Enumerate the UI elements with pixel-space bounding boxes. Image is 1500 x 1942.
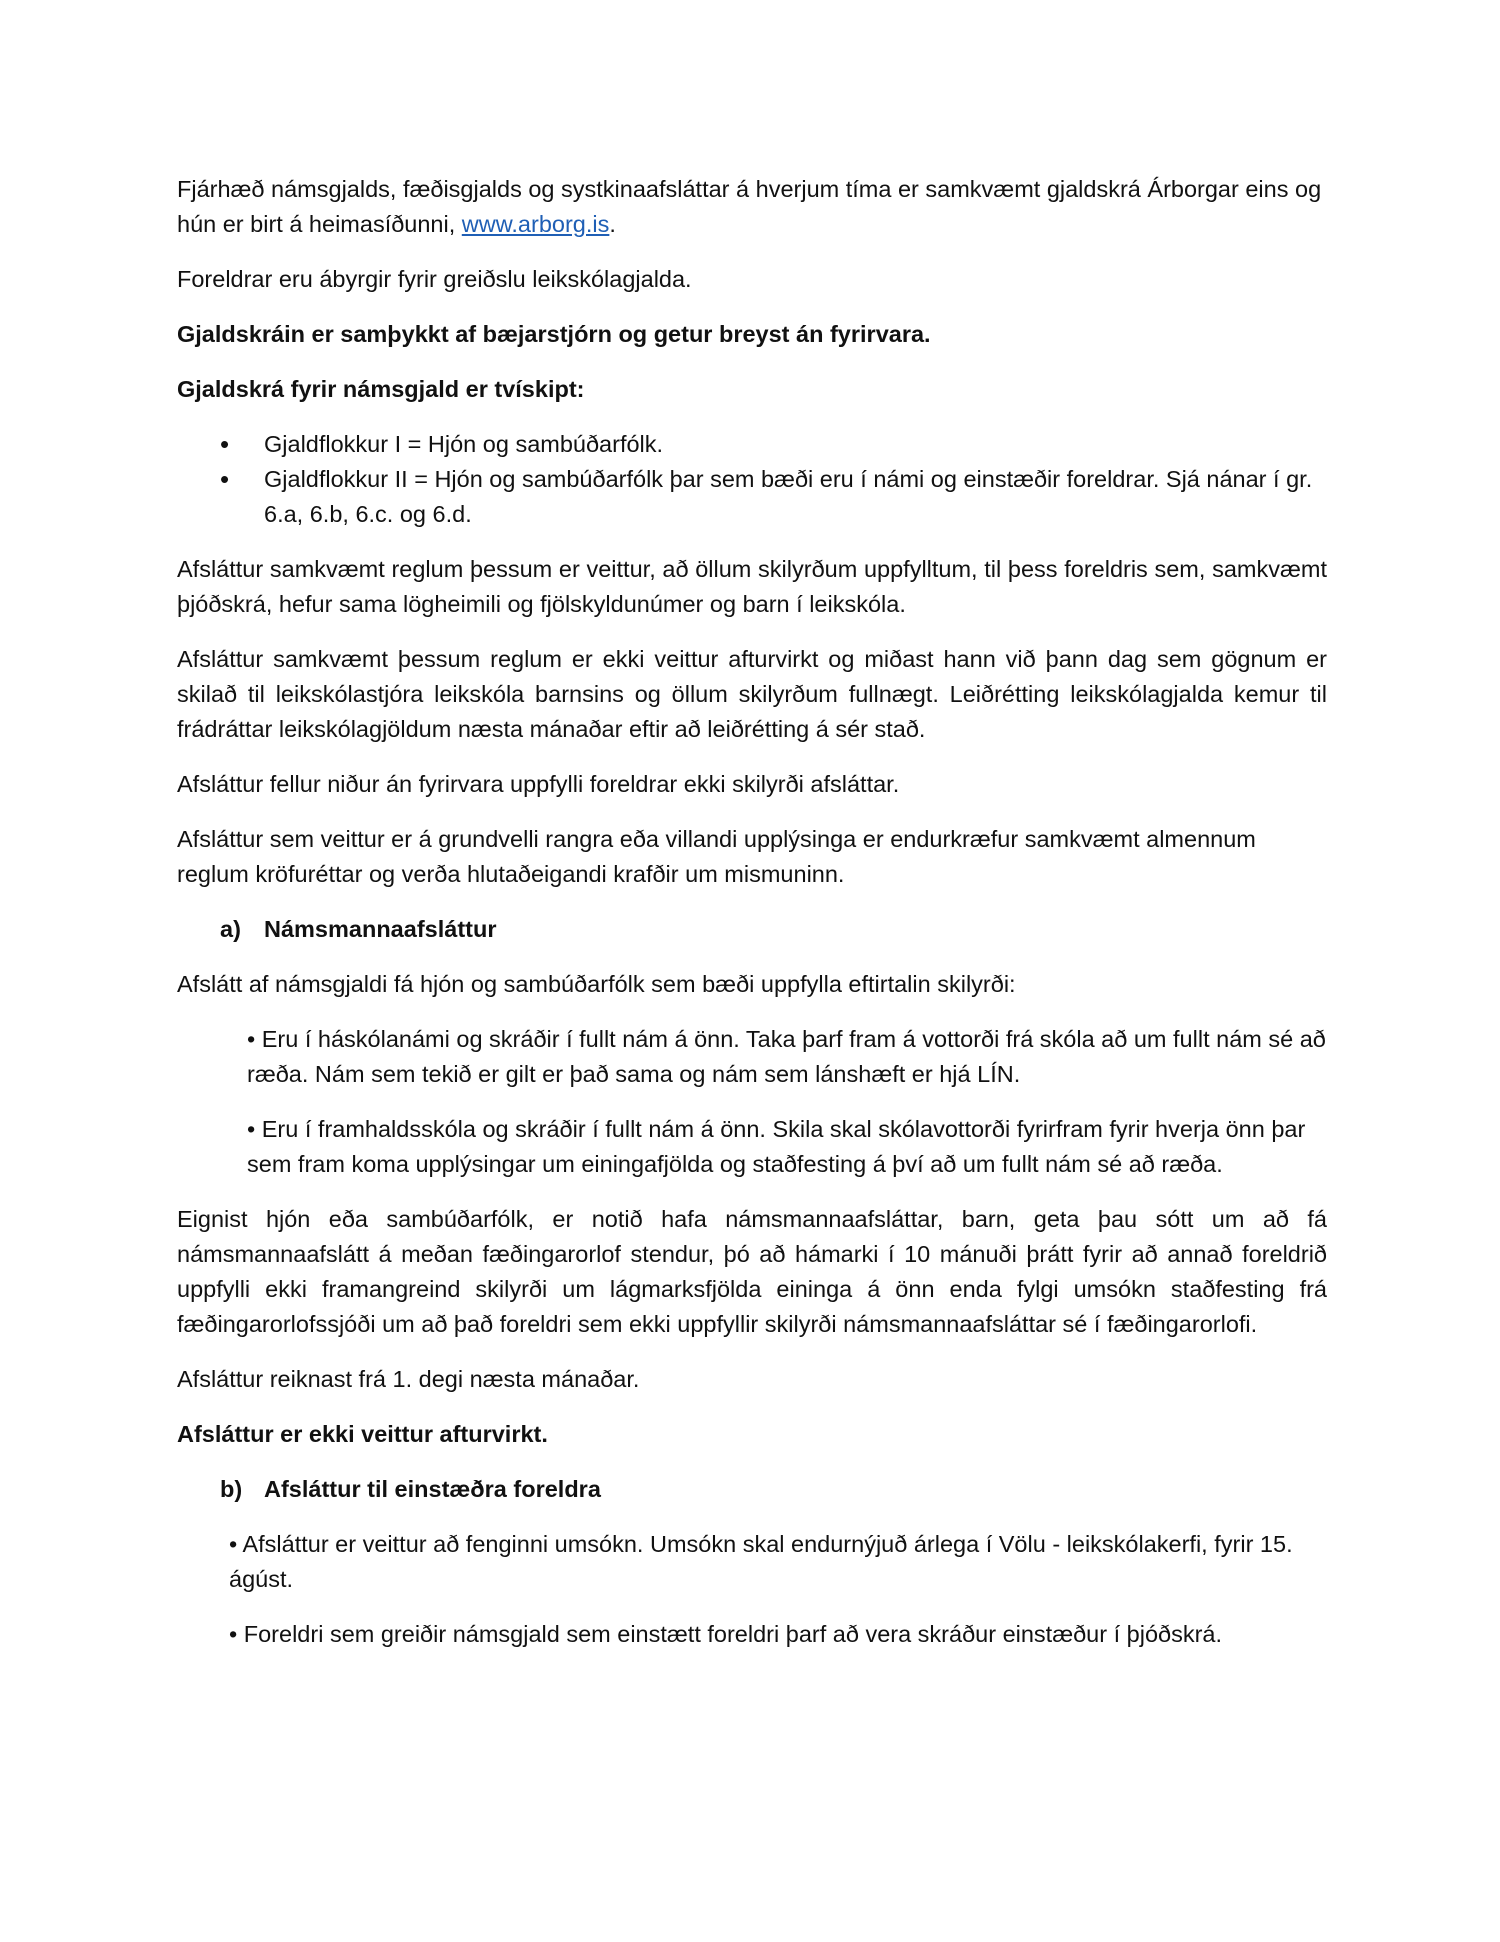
discount-eligibility-paragraph: Afsláttur samkvæmt reglum þessum er veittur, að öllum skilyrðum uppfylltum, til þess foreldris sem, samkvæmt þjóðskrá, hefur sama lögheimili og fjölskyldunúmer og barn í leikskóla.	[177, 556, 1327, 617]
section-a-marker: a)	[220, 916, 241, 942]
document-body	[177, 172, 1327, 1672]
list-item: • Gjaldflokkur I = Hjón og sambúðarfólk.	[177, 427, 1327, 462]
fees-intro-period: .	[609, 211, 616, 237]
section-b-marker: b)	[220, 1476, 243, 1502]
parents-responsible-paragraph: Foreldrar eru ábyrgir fyrir greiðslu leikskólagjalda.	[177, 266, 692, 292]
single-parent-registry-item: • Foreldri sem greiðir námsgjald sem einstætt foreldri þarf að vera skráður einstæður í þjóðskrá.	[229, 1621, 1223, 1647]
section-b-heading	[220, 1472, 1327, 1507]
discount-start-paragraph: Afsláttur reiknast frá 1. degi næsta mánaðar.	[177, 1366, 640, 1392]
discount-not-retroactive-paragraph: Afsláttur samkvæmt þessum reglum er ekki veittur afturvirkt og miðast hann við þann dag sem gögnum er skilað til leikskólastjóra leikskóla barnsins og öllum skilyrðum fullnægt. Leiðrétting leikskólagjalda kemur til frádráttar leikskólagjöldum næsta mánaðar eftir að leiðrétting á sér stað.	[177, 646, 1327, 742]
list-item: • Gjaldflokkur II = Hjón og sambúðarfólk þar sem bæði eru í námi og einstæðir foreldrar. Sjá nánar í gr. 6.a, 6.b, 6.c. og 6.d.	[177, 462, 1327, 532]
tariff-approved-statement: Gjaldskráin er samþykkt af bæjarstjórn og getur breyst án fyrirvara.	[177, 321, 931, 347]
no-retroactive-statement: Afsláttur er ekki veittur afturvirkt.	[177, 1421, 548, 1447]
fee-category-list	[177, 427, 1327, 532]
fees-intro-paragraph	[177, 172, 1327, 242]
student-discount-intro: Afslátt af námsgjaldi fá hjón og sambúðarfólk sem bæði uppfylla eftirtalin skilyrði:	[177, 971, 1016, 997]
section-b-title: Afsláttur til einstæðra foreldra	[264, 1476, 601, 1502]
section-a-title: Námsmannaafsláttur	[264, 916, 497, 942]
tariff-split-heading: Gjaldskrá fyrir námsgjald er tvískipt:	[177, 376, 585, 402]
arborg-website-link[interactable]: www.arborg.is	[461, 211, 610, 237]
section-a-heading	[220, 912, 1327, 947]
secondary-school-condition-item: • Eru í framhaldsskóla og skráðir í fullt nám á önn. Skila skal skólavottorði fyrirfram fyrir hverja önn þar sem fram koma upplýsingar um einingafjölda og staðfesting á því að um fullt nám sé að ræða.	[247, 1116, 1306, 1177]
discount-refund-paragraph: Afsláttur sem veittur er á grundvelli rangra eða villandi upplýsinga er endurkræfur samkvæmt almennum reglum kröfuréttar og verða hlutaðeigandi krafðir um mismuninn.	[177, 826, 1256, 887]
parental-leave-paragraph: Eignist hjón eða sambúðarfólk, er notið hafa námsmannaafsláttar, barn, geta þau sótt um að fá námsmannaafslátt á meðan fæðingarorlof stendur, þó að hámarki í 10 mánuði þrátt fyrir að annað foreldrið uppfylli ekki framangreind skilyrði um lágmarksfjölda eininga á önn enda fylgi umsókn staðfesting frá fæðingarorlofssjóði um að það foreldri sem ekki uppfyllir skilyrði námsmannaafsláttar sé í fæðingarorlofi.	[177, 1206, 1327, 1337]
single-parent-application-item: • Afsláttur er veittur að fenginni umsókn. Umsókn skal endurnýjuð árlega í Völu - leikskólakerfi, fyrir 15. ágúst.	[229, 1531, 1293, 1592]
university-condition-item: • Eru í háskólanámi og skráðir í fullt nám á önn. Taka þarf fram á vottorði frá skóla að um fullt nám sé að ræða. Nám sem tekið er gilt er það sama og nám sem lánshæft er hjá LÍN.	[247, 1026, 1326, 1087]
fees-intro-text: Fjárhæð námsgjalds, fæðisgjalds og systkinaafsláttar á hverjum tíma er samkvæmt gjaldskrá Árborgar eins og hún er birt á heimasíðunni,	[177, 176, 1322, 237]
discount-cancellation-paragraph: Afsláttur fellur niður án fyrirvara uppfylli foreldrar ekki skilyrði afsláttar.	[177, 771, 900, 797]
